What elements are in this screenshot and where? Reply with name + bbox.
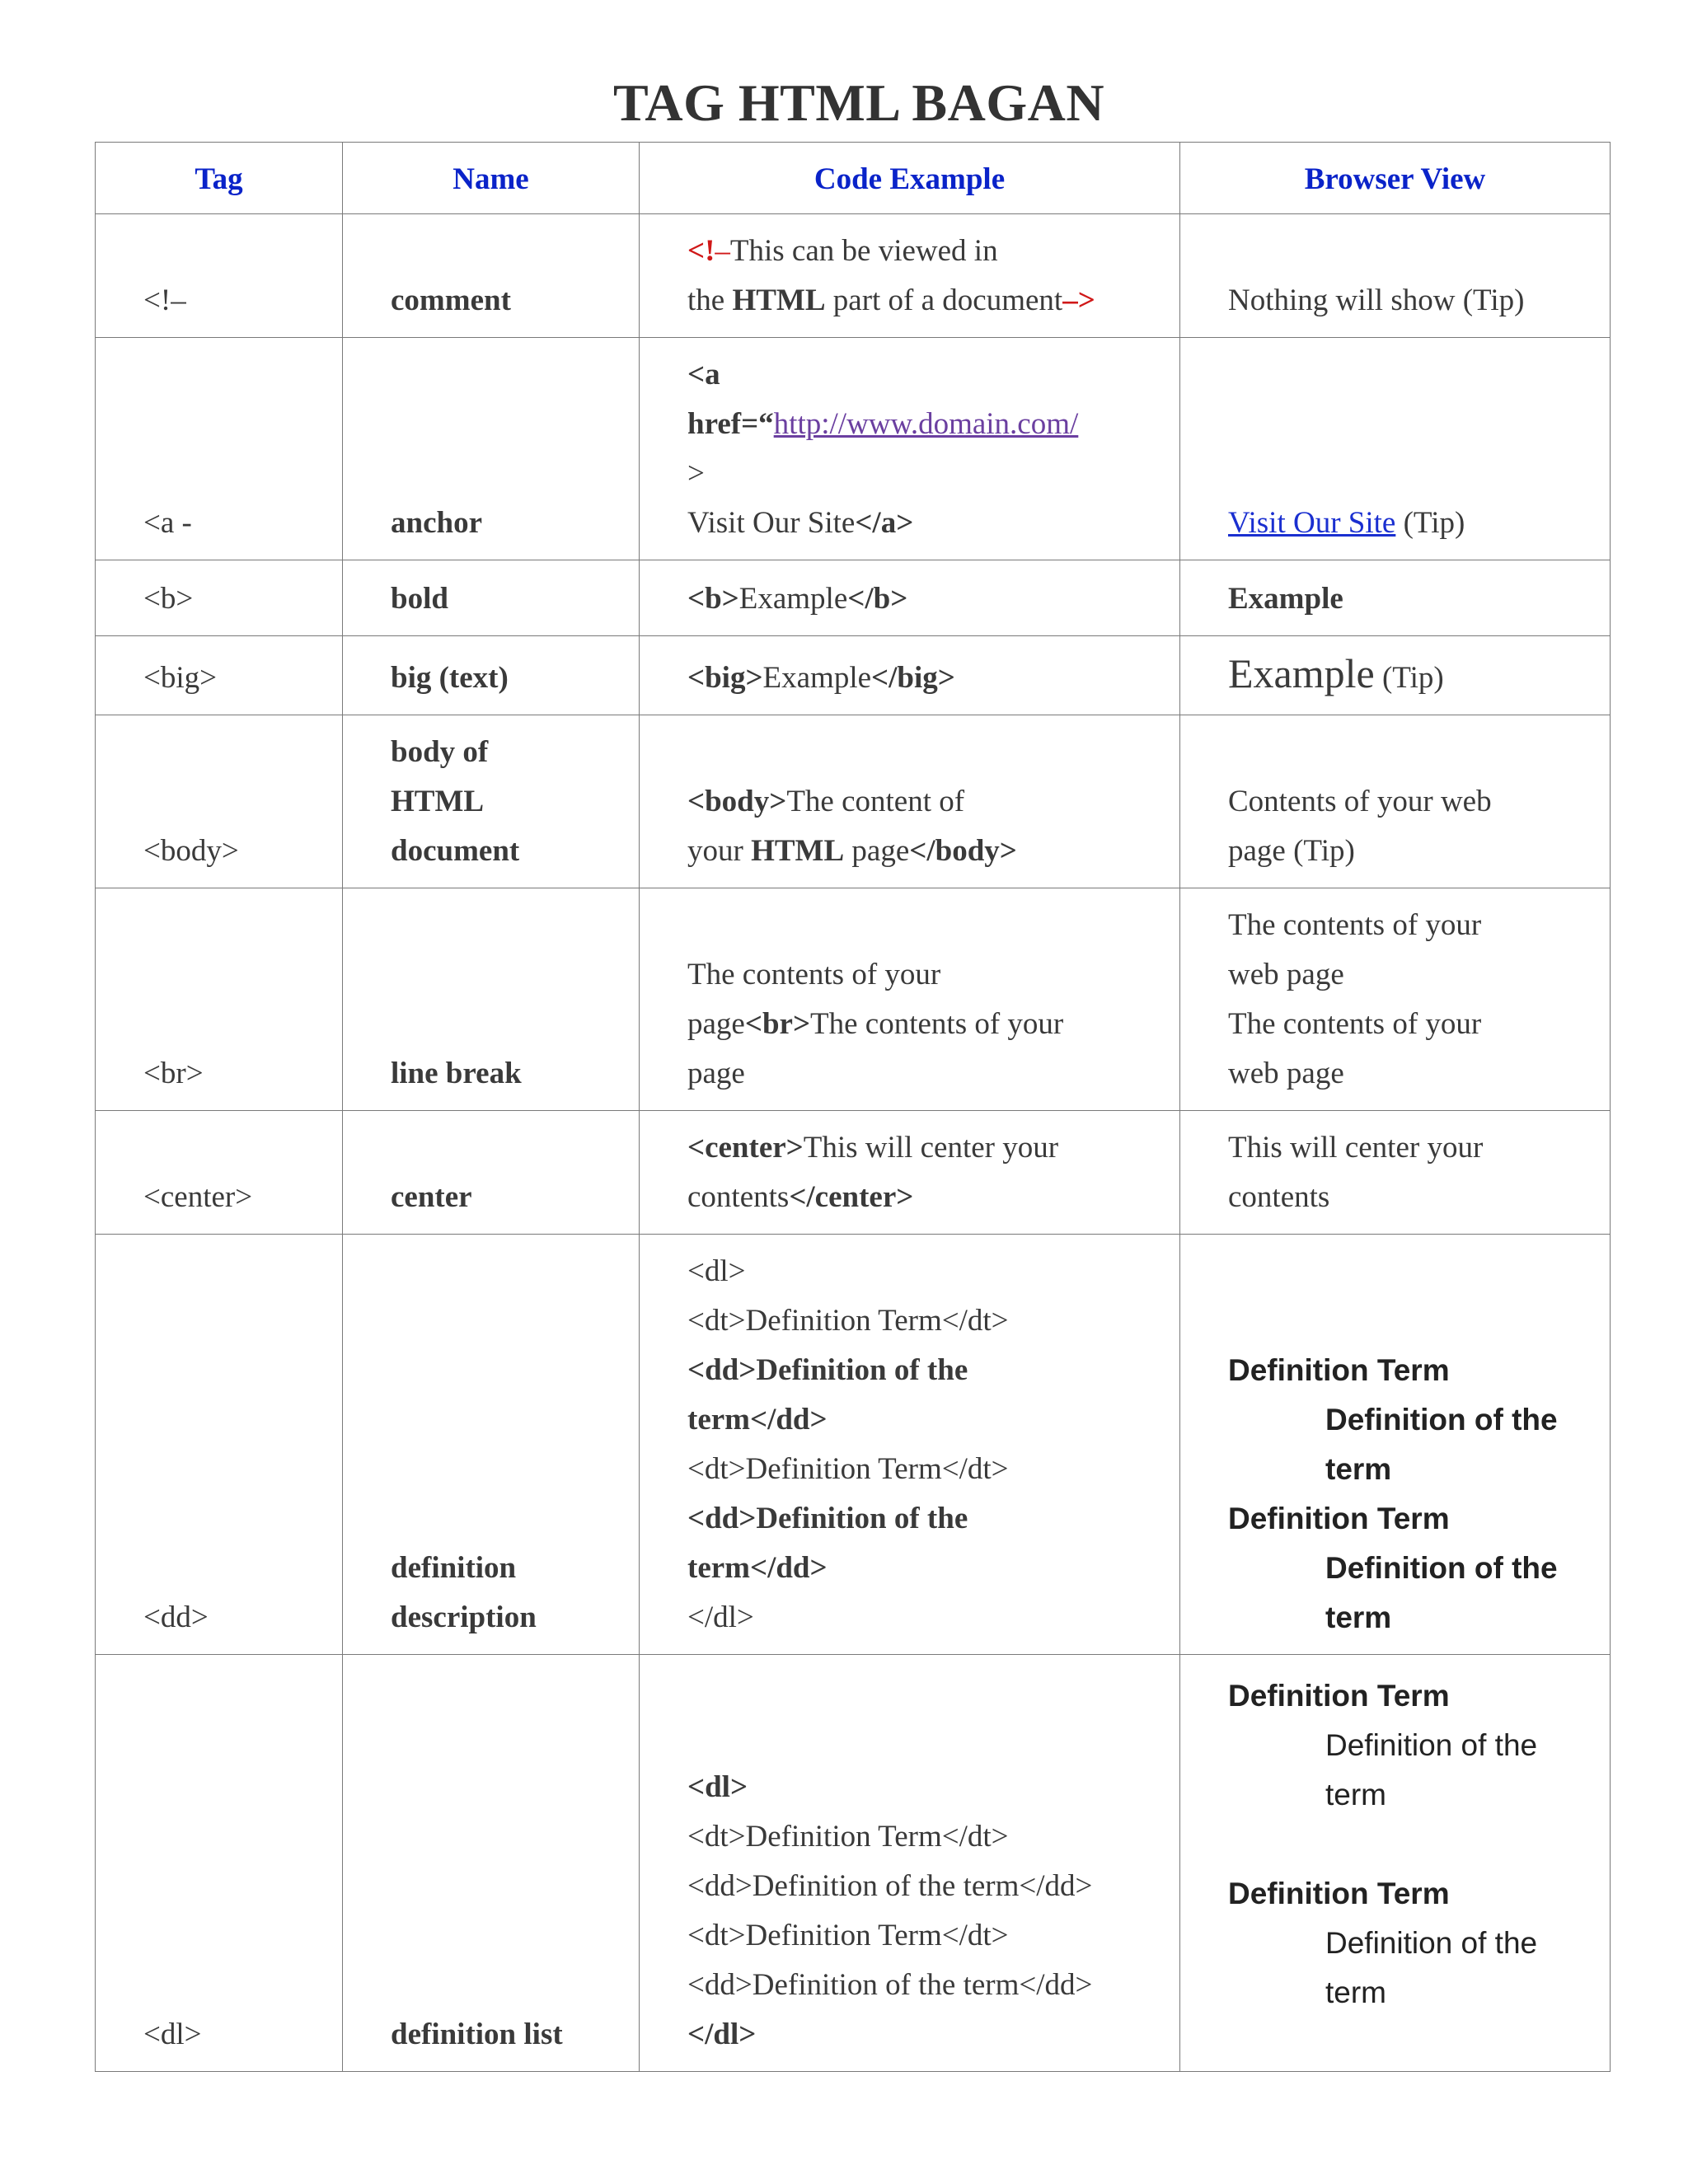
tag-cell: <br> [96, 888, 343, 1111]
tag-cell: <b> [96, 560, 343, 636]
url-link[interactable]: http://www.domain.com/ [773, 407, 1079, 441]
code-line: <dt>Definition Term</dt> [687, 1452, 1009, 1486]
code-text: The contents of your [810, 1007, 1064, 1041]
name-cell: comment [343, 214, 640, 338]
view-cell: Nothing will show (Tip) [1180, 214, 1611, 338]
header-row [96, 143, 1611, 214]
definition-term: Definition Term [1228, 1877, 1450, 1910]
name-line: HTML [391, 785, 485, 818]
spacer [1228, 1820, 1610, 1869]
code-br: <br> [744, 1007, 811, 1041]
code-cell [640, 560, 1180, 636]
code-text: part of a document [825, 284, 1063, 317]
tag-cell: <big> [96, 636, 343, 715]
code-text: Example [738, 582, 848, 616]
code-close: </body> [909, 834, 1017, 868]
code-open: <big> [687, 661, 763, 695]
name-line: document [391, 834, 520, 868]
name-cell: anchor [343, 338, 640, 560]
code-line: </dl> [687, 1601, 754, 1634]
view-cell [1180, 338, 1611, 560]
view-cell [1180, 1235, 1611, 1655]
definition-description: term [1325, 1601, 1392, 1634]
name-line: body of [391, 735, 489, 769]
definition-term: Definition Term [1228, 1502, 1450, 1535]
code-cell [640, 338, 1180, 560]
header-browser-view: Browser View [1180, 143, 1611, 214]
tag-cell: <dd> [96, 1235, 343, 1655]
code-html: HTML [751, 834, 845, 868]
tag-cell: <a - [96, 338, 343, 560]
header-code-example: Code Example [640, 143, 1180, 214]
big-example: Example [1228, 650, 1375, 696]
code-text: page [844, 834, 910, 868]
tip-text: (Tip) [1374, 661, 1444, 695]
name-line: definition [391, 1551, 517, 1585]
name-cell: line break [343, 888, 640, 1111]
code-html: HTML [732, 284, 826, 317]
table-row [96, 1235, 1611, 1655]
view-line: This will center your [1228, 1131, 1484, 1165]
name-cell [343, 1235, 640, 1655]
code-text: This will center your [803, 1131, 1059, 1165]
code-line: Visit Our Site [687, 506, 856, 540]
code-line: <dd>Definition of the term</dd> [687, 1869, 1093, 1903]
tag-cell: <center> [96, 1111, 343, 1235]
code-line: </dl> [687, 2018, 757, 2051]
code-line: <dt>Definition Term</dt> [687, 1919, 1009, 1952]
table-row [96, 636, 1611, 715]
code-line: <dl> [687, 1770, 748, 1804]
code-close: –> [1062, 284, 1095, 317]
definition-description: term [1325, 1975, 1386, 2009]
view-line: web page [1228, 958, 1344, 991]
table-row [96, 214, 1611, 338]
code-cell [640, 888, 1180, 1111]
code-text: page [687, 1007, 745, 1041]
header-tag: Tag [96, 143, 343, 214]
view-line: web page [1228, 1057, 1344, 1090]
header-name: Name [343, 143, 640, 214]
visit-site-link[interactable]: Visit Our Site [1228, 506, 1396, 540]
view-line: The contents of your [1228, 1007, 1482, 1041]
code-text: the [687, 284, 733, 317]
table-row [96, 715, 1611, 888]
view-line: contents [1228, 1180, 1330, 1214]
definition-description: Definition of the [1325, 1551, 1558, 1585]
name-line: description [391, 1601, 537, 1634]
definition-description: term [1325, 1452, 1392, 1486]
code-text: Example [762, 661, 872, 695]
tag-cell: <dl> [96, 1655, 343, 2072]
code-line: <dd>Definition of the [687, 1353, 968, 1387]
view-cell [1180, 1655, 1611, 2072]
code-line: <dt>Definition Term</dt> [687, 1304, 1009, 1338]
code-line: term</dd> [687, 1403, 828, 1436]
code-text: This can be viewed in [729, 234, 998, 268]
view-line: page (Tip) [1228, 834, 1355, 868]
name-cell: center [343, 1111, 640, 1235]
definition-term: Definition Term [1228, 1353, 1450, 1387]
code-line: > [687, 457, 705, 490]
code-close: </big> [871, 661, 955, 695]
table-row [96, 888, 1611, 1111]
code-cell [640, 1655, 1180, 2072]
code-open: <body> [687, 785, 787, 818]
view-line: The contents of your [1228, 908, 1482, 942]
code-line: <dd>Definition of the term</dd> [687, 1968, 1093, 2002]
table-row [96, 1655, 1611, 2072]
code-line: <dl> [687, 1254, 746, 1288]
tag-cell: <!– [96, 214, 343, 338]
view-cell [1180, 1111, 1611, 1235]
html-tag-chart [95, 142, 1611, 2072]
code-line: term</dd> [687, 1551, 828, 1585]
code-line: <dd>Definition of the [687, 1502, 968, 1535]
definition-term: Definition Term [1228, 1679, 1450, 1713]
name-cell: big (text) [343, 636, 640, 715]
code-text: The content of [786, 785, 965, 818]
name-cell: definition list [343, 1655, 640, 2072]
code-close: </b> [847, 582, 908, 616]
code-cell [640, 715, 1180, 888]
view-cell [1180, 715, 1611, 888]
view-cell [1180, 888, 1611, 1111]
code-cell [640, 636, 1180, 715]
tag-cell: <body> [96, 715, 343, 888]
code-close: </center> [789, 1180, 914, 1214]
code-line: href=“ [687, 407, 774, 441]
name-cell [343, 715, 640, 888]
table-row [96, 338, 1611, 560]
table-row [96, 1111, 1611, 1235]
definition-description: Definition of the [1325, 1728, 1538, 1762]
code-cell [640, 1111, 1180, 1235]
view-cell [1180, 636, 1611, 715]
code-line: <a [687, 358, 720, 391]
definition-description: Definition of the [1325, 1403, 1558, 1436]
code-text: contents [687, 1180, 790, 1214]
page-title: TAG HTML BAGAN [612, 73, 1105, 132]
code-dash: – [715, 234, 730, 268]
code-close: </a> [855, 506, 914, 540]
code-open: <b> [687, 582, 739, 616]
table-row [96, 560, 1611, 636]
code-text: your [687, 834, 752, 868]
view-line: Contents of your web [1228, 785, 1492, 818]
name-cell: bold [343, 560, 640, 636]
code-open: <! [687, 234, 715, 268]
definition-description: Definition of the [1325, 1926, 1538, 1960]
code-line: page [687, 1057, 745, 1090]
view-cell: Example [1180, 560, 1611, 636]
code-cell [640, 214, 1180, 338]
code-cell [640, 1235, 1180, 1655]
code-line: <dt>Definition Term</dt> [687, 1820, 1009, 1854]
code-line: The contents of your [687, 958, 941, 991]
code-open: <center> [687, 1131, 804, 1165]
tip-text: (Tip) [1395, 506, 1465, 540]
definition-description: term [1325, 1778, 1386, 1811]
